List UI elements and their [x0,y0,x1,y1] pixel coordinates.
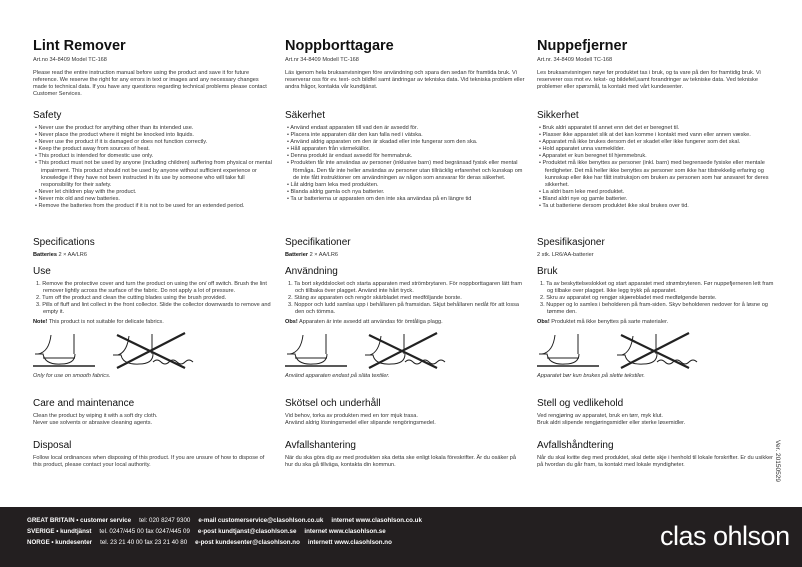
safety-heading: Sikkerhet [537,110,579,121]
website[interactable]: internet www.clasohlson.co.uk [331,517,422,524]
safety-list [33,125,273,210]
header [285,38,525,63]
care-heading: Care and maintenance [33,398,135,409]
list-item: • Never use the product for anything other than its intended use. [33,125,273,132]
list-item: 2. Turn off the product and clean the cutting blades using the brush provided. [36,295,227,302]
use-section [285,266,525,380]
list-item: • Remove the batteries from the product if it is not to be used for an extended period. [33,203,273,210]
use-heading: Use [33,266,51,277]
safety-section [537,110,777,210]
list-item: 2. Stäng av apparaten och rengör skärbladet med medföljande borste. [288,295,462,302]
list-item: • Låt aldrig barn leka med produkten. [285,182,525,189]
disposal-heading: Disposal [33,440,72,451]
article-number: Art.no 34-8409 Model TC-168 [33,57,107,63]
disposal-heading: Avfallshantering [285,440,356,451]
use-section [537,266,777,380]
list-item: • Apparatet er kun beregnet til hjemmebruk. [537,153,777,160]
product-title: Noppborttagare [285,38,394,54]
product-title: Nuppefjerner [537,38,628,54]
brand-logo: clas ohlson [660,521,790,551]
email[interactable]: e-post kundesenter@clasohlson.no [195,539,300,546]
note [537,319,777,326]
care-section [285,398,525,427]
list-item: • Bland aldri nye og gamle batterier. [537,196,777,203]
care-text: Never use solvents or abrasive cleaning agents. [33,420,153,427]
spec-section [537,237,777,259]
intro-text: Please read the entire instruction manual before using the product and save it for future reference. We reserve the right for any errors in text or images and any necessary changes made to technical data. If you have any questions regarding technical problems please contact Customer Services. [33,70,267,98]
illustration-caption: Apparatet bør kun brukes på slette tekstiler. [537,372,645,379]
usage-illustration [537,332,707,370]
list-item: 3. Pills of fluff and lint collect in the front collector. Slide the collector downwards to remove and empty it. [36,302,271,316]
spec-label: Batteries [33,252,57,258]
safety-list [537,125,777,210]
use-steps [285,281,525,316]
article-number: Art.nr. 34-8409 Modell TC-168 [537,57,613,63]
safety-section [33,110,273,210]
spec-value: 2 × AA/LR6 [308,252,339,258]
disposal-section [33,440,273,469]
illustration-caption: Använd apparaten endast på släta textiler. [285,372,390,379]
care-text: Vid behov, torka av produkten med en torr mjuk trasa. [285,413,418,419]
list-item: • Bruk aldri apparatet til annet enn det det er beregnet til. [537,125,777,132]
list-item: 3. Nupper og lo samles i beholderen på fram-siden. Skyv beholderen nedover for å løsne og tømme den. [540,302,768,316]
safety-heading: Säkerhet [285,110,326,121]
spec-heading: Spesifikasjoner [537,237,605,248]
list-item: 3. Noppor och ludd samlas upp i behållaren på framsidan. Skjut behållaren nedåt för att lossa den och tömma. [288,302,520,316]
article-number: Art.nr 34-8409 Modell TC-168 [285,57,359,63]
list-item: • Produktet må ikke benyttes av personer (inkl. barn) med begrensede fysiske eller mentale ferdigheter. Det må heller ikke benyttes av personer som ikke har tilstrekkelig erfaring og kunnskap eller ikke har fått instruksjon om bruken av personen som har ansvaret for deres sikkerhet. [537,160,777,188]
usage-illustration [285,332,455,370]
footer-contact-row [27,528,394,535]
disposal-text: När du ska göra dig av med produkten ska detta ske enligt lokala föreskrifter. Är du osäker på hur du ska gå tillväga, kontakta din kommun. [285,455,517,469]
note-text: Apparaten är inte avsedd att användas för ömtåliga plagg. [297,319,443,326]
safety-section [285,110,525,203]
safety-list [285,125,525,203]
list-item: • Produkten får inte användas av personer (inklusive barn) med begränsad fysisk eller mental förmåga. Den får inte heller användas av personer utan tillräcklig erfarenhet och kunskap om de inte fått instruktioner om användningen av någon som ansvarar för deras säkerhet. [285,160,525,181]
care-section [33,398,273,427]
disposal-text: Når du skal kvitte deg med produktet, skal dette skje i henhold til lokale forskrifter. Er du usikker på hvordan du går fram, ta kontakt med lokale myndigheter. [537,455,773,469]
use-section [33,266,273,380]
phone: tel. 0247/445 00 fax 0247/445 09 [99,528,190,535]
care-heading: Skötsel och underhåll [285,398,381,409]
spec-section [285,237,525,259]
footer [0,507,802,567]
care-text: Ved rengjøring av apparatet, bruk en tørr, myk klut. [537,413,663,419]
intro-text: Les bruksanvisningen nøye før produktet tas i bruk, og ta vare på den for framtidig bruk. Vi reserverer oss mot ev. tekst- og bildefeil,samt forandringer av tekniske data. Ved tekniske problemer eller spørsmål, ta kontakt med vårt kundesenter. [537,70,761,91]
illustration-caption: Only for use on smooth fabrics. [33,372,111,379]
list-item: • Hold apparatet unna varmekilder. [537,146,777,153]
note [33,319,273,326]
phone: tel. 23 21 40 00 fax 23 21 40 80 [100,539,188,546]
list-item: • La aldri barn leke med produktet. [537,189,777,196]
version-label: Ver. 20150529 [774,440,781,482]
website[interactable]: internett www.clasohlson.no [307,539,392,546]
list-item: • Placera inte apparaten där den kan falla ned i vätska. [285,132,525,139]
note-text: This product is not suitable for delicate fabrics. [47,319,164,326]
country-label: SVERIGE • kundtjänst [27,528,92,535]
phone: tel: 020 8247 9300 [139,517,191,524]
list-item: 1. Ta bort skyddslocket och starta apparaten med strömbrytaren. För noppborttagaren lätt fram och tillbaka över plagget. Använd inte hårt tryck. [288,281,523,295]
spec-value: 2 × AA/LR6 [56,252,87,258]
list-item: • Never let children play with the product. [33,189,273,196]
country-label: NORGE • kundesenter [27,539,93,546]
list-item: • Plasser ikke apparatet slik at det kan komme i kontakt med vann eller annen væske. [537,132,777,139]
list-item: • Ta ur batterierna ur apparaten om den inte ska användas på en längre tid [285,196,525,203]
spec-heading: Specifikationer [285,237,351,248]
list-item: 1. Ta av beskyttelseslokket og start apparatet med strømbryteren. Før nuppefjerneren lett fram og tilbake over plagget. Ikke legg trykk på apparatet. [540,281,774,295]
list-item: • This product is intended for domestic use only. [33,153,273,160]
email[interactable]: e-post kundtjanst@clasohlson.se [197,528,297,535]
spec-section [33,237,273,259]
safety-heading: Safety [33,110,62,121]
list-item: • Keep the product away from sources of heat. [33,146,273,153]
disposal-section [285,440,525,469]
list-item: 1. Remove the protective cover and turn the product on using the on/ off switch. Brush the lint remover lightly across the surface of the fabric. Do not apply a lot of pressure. [36,281,267,295]
intro-text: Läs igenom hela bruksanvisningen före användning och spara den sedan för framtida bruk. Vi reserverar oss för ev. text- och bildfel samt ändringar av tekniska data. Vid tekniska problem eller andra frågor, kontakta vår kundtjänst. [285,70,525,91]
care-section [537,398,777,427]
use-steps [33,281,273,316]
list-item: • Never use the product if it is damaged or does not function correctly. [33,139,273,146]
website[interactable]: internet www.clasohlson.se [304,528,386,535]
spec-value: 2 stk. LR6/AA-batterier [537,252,594,258]
list-item: • Använd aldrig apparaten om den är skadad eller inte fungerar som den ska. [285,139,525,146]
note-label: Obs! [537,319,550,326]
care-text: Bruk aldri slipende rengjøringsmidler eller sterke løsemidler. [537,420,686,427]
list-item: • Apparatet må ikke brukes dersom det er skadet eller ikke fungerer som det skal. [537,139,777,146]
product-title: Lint Remover [33,38,126,54]
list-item: • Håll apparaten från värmekällor. [285,146,525,153]
header [33,38,273,63]
use-heading: Användning [285,266,338,277]
list-item: 2. Skru av apparatet og rengjør skjærebladet med medfølgende børste. [540,295,717,302]
country-label: GREAT BRITAIN • customer service [27,517,132,524]
list-item: • Ta ut batteriene dersom produktet ikke skal brukes over tid. [537,203,777,210]
use-heading: Bruk [537,266,558,277]
list-item: • This product must not be used by anyone (including children) suffering from physical or mental impairment. This product should not be used by anyone without sufficient experience or knowledge if they have not been instructed in its use by someone who will take full responsibility for their safety. [33,160,273,188]
list-item: • Blanda aldrig gamla och nya batterier. [285,189,525,196]
care-text: Använd aldrig lösningsmedel eller slipande rengöringsmedel. [285,420,436,427]
spec-label: Batterier [285,252,309,258]
list-item: • Never place the product where it might be knocked into liquids. [33,132,273,139]
list-item: • Denna produkt är endast avsedd för hemmabruk. [285,153,525,160]
spec-heading: Specifications [33,237,95,248]
disposal-text: Follow local ordinances when disposing of this product. If you are unsure of how to dispose of this product, please contact your local authority. [33,455,265,469]
email[interactable]: e-mail customerservice@clasohlson.co.uk [198,517,324,524]
disposal-section [537,440,777,469]
note-label: Obs! [285,319,298,326]
header [537,38,777,63]
list-item: • Använd endast apparaten till vad den är avsedd för. [285,125,525,132]
use-steps [537,281,777,316]
note-label: Note! [33,319,48,326]
disposal-heading: Avfallshåndtering [537,440,614,451]
note-text: Produktet må ikke benyttes på sarte materialer. [549,319,669,326]
note [285,319,525,326]
care-heading: Stell og vedlikehold [537,398,624,409]
list-item: • Never mix old and new batteries. [33,196,273,203]
footer-contact-row [27,517,430,524]
usage-illustration [33,332,203,370]
footer-contact-row [27,539,400,546]
care-text: Clean the product by wiping it with a soft dry cloth. [33,413,158,419]
